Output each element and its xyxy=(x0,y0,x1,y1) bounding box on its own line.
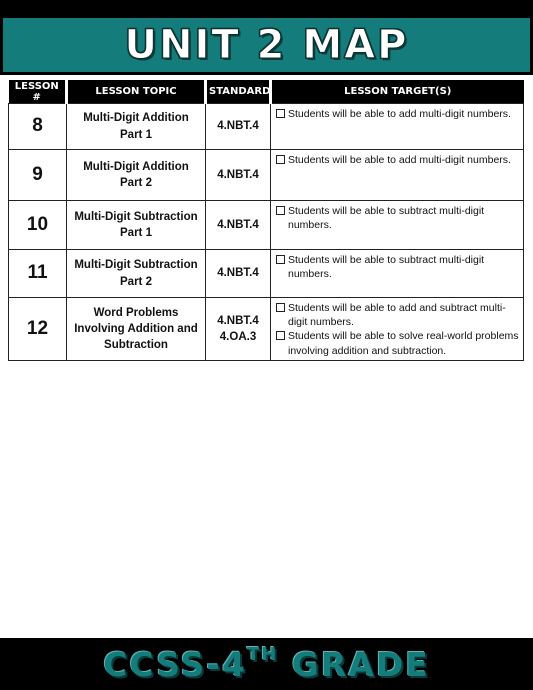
target-item xyxy=(276,204,519,232)
lesson-targets xyxy=(271,104,524,150)
checkbox-icon xyxy=(276,255,285,264)
topic-line: Word Problems xyxy=(93,306,179,319)
lesson-targets xyxy=(271,150,524,201)
table-row xyxy=(9,201,524,250)
lesson-topic xyxy=(67,298,206,361)
topic-line: Part 1 xyxy=(120,227,152,239)
target-text: Students will be able to add multi-digit numbers. xyxy=(288,108,511,120)
topic-line: Part 2 xyxy=(120,275,152,288)
checkbox-icon xyxy=(276,109,285,118)
standard xyxy=(206,201,271,250)
table-row xyxy=(9,298,524,361)
page-title: UNIT 2 MAP xyxy=(124,22,409,68)
target-text: Students will be able to add multi-digit numbers. xyxy=(288,154,511,166)
checkbox-icon xyxy=(276,331,285,340)
target-item xyxy=(276,329,519,357)
standard-code: 4.NBT.4 xyxy=(217,218,259,231)
lesson-topic xyxy=(67,150,206,201)
topic-line: Part 1 xyxy=(120,128,152,141)
topic-line: Subtraction xyxy=(104,338,168,351)
footer-bar xyxy=(0,638,533,690)
checkbox-icon xyxy=(276,303,285,312)
checkbox-icon xyxy=(276,155,285,164)
lesson-targets xyxy=(271,250,524,298)
unit-map-table xyxy=(8,80,524,361)
standard-code: 4.NBT.4 xyxy=(217,267,259,280)
target-text: Students will be able to subtract multi-digit numbers. xyxy=(288,205,485,232)
target-item xyxy=(276,301,519,329)
topic-line: Multi-Digit Addition xyxy=(83,112,189,125)
standard-code: 4.OA.3 xyxy=(219,330,257,343)
grade-title-main: CCSS-4 xyxy=(103,644,247,684)
topic-line: Part 2 xyxy=(120,177,152,189)
standard xyxy=(206,150,271,201)
lesson-topic xyxy=(67,104,206,150)
lesson-number: 8 xyxy=(9,104,67,150)
standard xyxy=(206,104,271,150)
lesson-topic xyxy=(67,201,206,250)
standard-code: 4.NBT.4 xyxy=(217,314,259,327)
grade-title-superscript: TH xyxy=(246,643,279,665)
grade-title xyxy=(103,643,430,684)
topic-line: Involving Addition and xyxy=(74,322,198,335)
target-item xyxy=(276,253,519,281)
lesson-number: 9 xyxy=(9,150,67,201)
lesson-targets xyxy=(271,201,524,250)
table-row xyxy=(9,250,524,298)
target-item xyxy=(276,153,519,167)
topic-line: Multi-Digit Addition xyxy=(83,160,189,173)
table-header-row xyxy=(9,80,524,104)
table-row xyxy=(9,150,524,201)
grade-title-end: GRADE xyxy=(278,644,430,684)
lesson-number: 10 xyxy=(9,201,67,250)
column-header-lesson-topic: LESSON TOPIC xyxy=(67,80,206,104)
lesson-number: 12 xyxy=(9,298,67,361)
target-text: Students will be able to subtract multi-digit numbers. xyxy=(288,254,485,281)
lesson-targets xyxy=(271,298,524,361)
lesson-topic xyxy=(67,250,206,298)
topic-line: Multi-Digit Subtraction xyxy=(74,210,198,223)
checkbox-icon xyxy=(276,206,285,215)
column-header-standard: STANDARD xyxy=(206,80,271,104)
target-text: Students will be able to solve real-world problems involving addition and subtraction. xyxy=(288,330,519,357)
target-text: Students will be able to add and subtract multi-digit numbers. xyxy=(288,302,506,329)
column-header-lesson-number: LESSON # xyxy=(9,80,67,104)
standard-code: 4.NBT.4 xyxy=(217,168,259,181)
title-banner xyxy=(3,18,530,72)
table-row xyxy=(9,104,524,150)
standard-code: 4.NBT.4 xyxy=(217,120,259,133)
header-bar xyxy=(0,0,533,75)
standard xyxy=(206,298,271,361)
topic-line: Multi-Digit Subtraction xyxy=(74,259,198,272)
target-item xyxy=(276,107,519,121)
column-header-lesson-targets: LESSON TARGET(S) xyxy=(271,80,524,104)
lesson-number: 11 xyxy=(9,250,67,298)
standard xyxy=(206,250,271,298)
